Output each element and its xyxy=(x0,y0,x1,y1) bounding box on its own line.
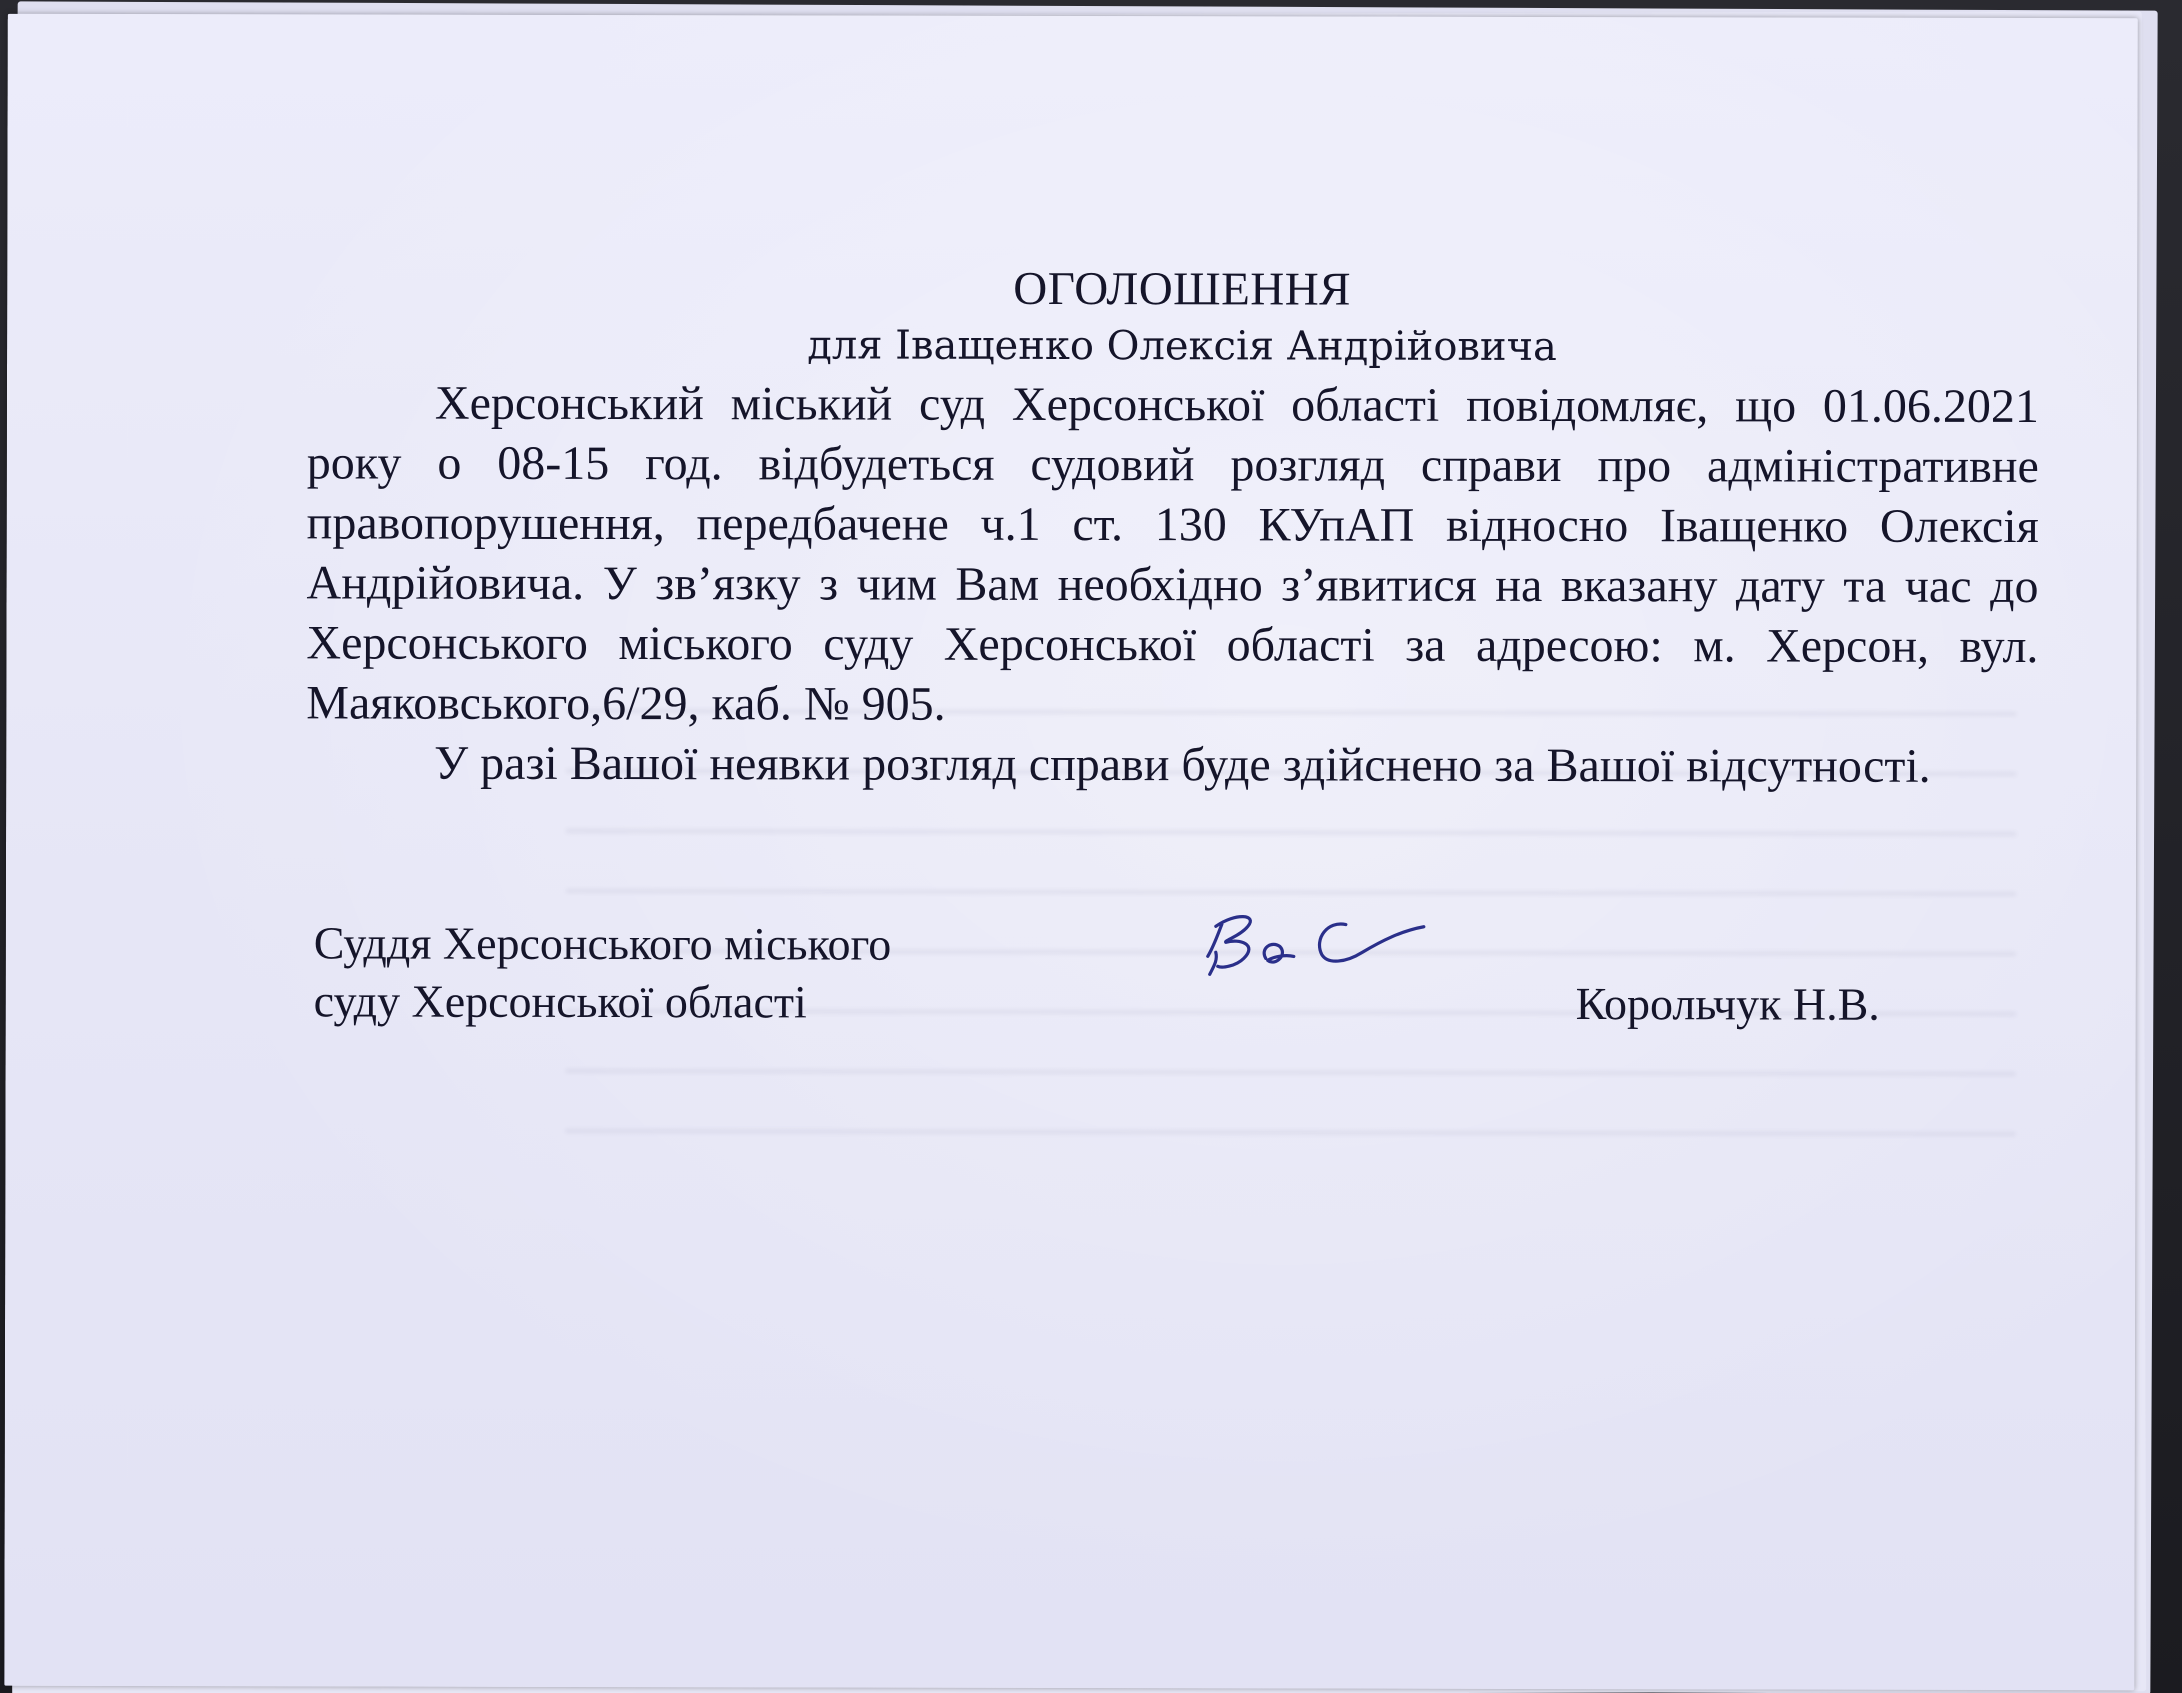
notice-body xyxy=(306,259,2037,797)
notice-paragraph-absence: У разі Вашої неявки розгляд справи буде здійснено за Вашої відсутності. xyxy=(434,736,1931,793)
judge-name: Корольчук Н.В. xyxy=(1575,978,1880,1030)
notice-paragraph-main: Херсонський міський суд Херсонської області повідомляє, що 01.06.2021 року о 08-15 год. відбудеться судовий розгляд справи про адміністративне правопорушення, передбачене ч.1 ст. 130 КУпАП відносно Іващенко Олексія Андрійовича. У зв’язку з чим Вам необхідно з’явитися на вказану дату та час до Херсонського міського суду Херсонської області за адресою: м. Херсон, вул. Маяковського,6/29, каб. № 905. xyxy=(306,376,2039,731)
document-page xyxy=(4,14,2137,1690)
signature-block xyxy=(314,914,1964,1047)
judge-position xyxy=(314,914,892,1031)
notice-addressee: для Іващенко Олексія Андрійовича xyxy=(807,322,1557,371)
notice-title: ОГОЛОШЕННЯ xyxy=(1013,262,1352,316)
handwritten-signature xyxy=(1196,896,1436,997)
judge-position-line-1: Суддя Херсонського міського xyxy=(313,917,892,970)
judge-position-line-2: суду Херсонської області xyxy=(313,975,807,1028)
